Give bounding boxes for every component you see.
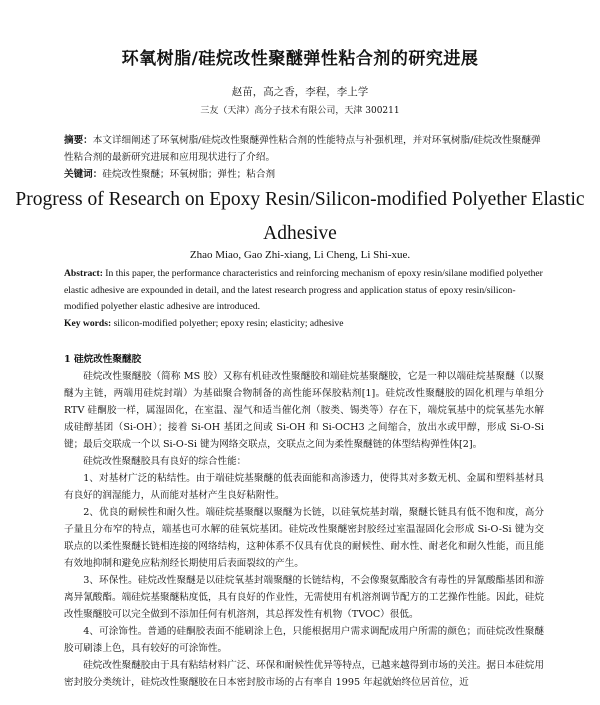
english-abstract bbox=[64, 266, 544, 316]
chinese-keywords-label: 关键词： bbox=[64, 169, 103, 180]
english-keywords bbox=[64, 316, 544, 332]
english-keywords-text: silicon-modified polyether; epoxy resin; elasticity; adhesive bbox=[111, 318, 344, 329]
english-keywords-label: Key words: bbox=[64, 318, 112, 329]
body-paragraph: 1、对基材广泛的粘结性。由于端硅烷基聚醚的低表面能和高渗透力，使得其对多数无机、金属和塑料基材具有良好的润湿能力，从而能对基材产生良好粘附性。 bbox=[64, 473, 544, 501]
chinese-keywords bbox=[64, 166, 544, 183]
chinese-abstract-text: 本文详细阐述了环氧树脂/硅烷改性聚醚弹性粘合剂的性能特点与补强机理，并对环氧树脂/硅烷改性聚醚弹性粘合剂的最新研究进展和应用现状进行了介绍。 bbox=[64, 135, 541, 163]
chinese-title: 环氧树脂/硅烷改性聚醚弹性粘合剂的研究进展 bbox=[121, 49, 479, 69]
section-heading: 1 硅烷改性聚醚胶 bbox=[64, 354, 142, 365]
chinese-affiliation: 三友（天津）高分子技术有限公司，天津 300211 bbox=[200, 106, 400, 116]
english-authors: Zhao Miao, Gao Zhi-xiang, Li Cheng, Li Shi-xue. bbox=[189, 249, 411, 261]
body-paragraph: 硅烷改性聚醚胶具有良好的综合性能： bbox=[83, 456, 247, 467]
chinese-keywords-text: 硅烷改性聚醚；环氧树脂；弹性；粘合剂 bbox=[102, 169, 276, 180]
chinese-abstract bbox=[64, 132, 544, 166]
chinese-authors: 赵苗，高之香，李程，李上学 bbox=[231, 86, 369, 98]
english-title: Progress of Research on Epoxy Resin/Silicon-modified Polyether Elastic Adhesive bbox=[15, 189, 585, 244]
body-paragraph: 4、可涂饰性。普通的硅酮胶表面不能刷涂上色，只能根据用户需求调配成用户所需的颜色；而硅烷改性聚醚胶可刷漆上色，具有较好的可涂饰性。 bbox=[64, 626, 544, 654]
body-paragraph: 2、优良的耐候性和耐久性。端硅烷基聚醚以聚醚为长链，以硅氧烷基封端，聚醚长链具有低不饱和度，高分子量且分布窄的特点，端基也可水解的硅氧烷基团。硅烷改性聚醚密封胶经过室温湿固化会形成 Si-O-Si 键为交联点的以柔性聚醚长链相连接的网络结构，这种体系不仅具有优良的耐候性、耐水性、耐老化和耐久性能，而且能有效地抑制和避免应粘剂经长期使用后表面裂纹的产生。 bbox=[64, 507, 544, 569]
body-paragraph: 3、环保性。硅烷改性聚醚是以硅烷氧基封端聚醚的长链结构，不会像聚氨酯胶含有毒性的异氰酸酯基团和游离异氰酸酯。端硅烷基聚醚粘度低，具有良好的作业性，无需使用有机溶剂调节配方的工艺操作性能。因此，硅烷改性聚醚胶可以完全做到不添加任何有机溶剂，其总挥发性有机物（TVOC）很低。 bbox=[64, 575, 544, 620]
chinese-abstract-label: 摘要： bbox=[64, 135, 93, 146]
body-paragraph: 硅烷改性聚醚胶由于具有粘结材料广泛、环保和耐候性优异等特点，已越来越得到市场的关注。据日本硅烷用密封胶分类统计，硅烷改性聚醚胶在日本密封胶市场的占有率自 1995 年起就始终位居首位，近 bbox=[64, 660, 544, 688]
english-abstract-label: Abstract: bbox=[64, 268, 103, 279]
english-abstract-text: In this paper, the performance characteristics and reinforcing mechanism of epoxy resin/silane modified polyether elastic adhesive are expounded in detail, and the latest research progress and application status of epoxy resin/silicon-modified polyether elastic adhesive are introduced. bbox=[64, 268, 543, 312]
body-paragraph: 硅烷改性聚醚胶（简称 MS 胶）又称有机硅改性聚醚胶和端硅烷基聚醚胶，它是一种以端硅烷基聚醚（以聚醚为主链，两端用硅烷封端）为基础聚合物制备的高性能环保胶粘剂[1]。硅烷改性聚醚胶的固化机理与单组分 RTV 硅酮胶一样，属湿固化，在室温、湿气和适当催化剂（胺类、锡类等）存在下，端烷氧基中的烷氧基先水解成硅醇基团（Si-OH）；接着 Si-OH 基团之间或 Si-OH 和 Si-OCH3 之间缩合，放出水或甲醇，形成 Si-O-Si 键；最后交联成一个以 Si-O-Si 键为网络交联点，交联点之间为柔性聚醚链的体型结构弹性体[2]。 bbox=[64, 371, 544, 450]
section-body bbox=[64, 368, 544, 691]
